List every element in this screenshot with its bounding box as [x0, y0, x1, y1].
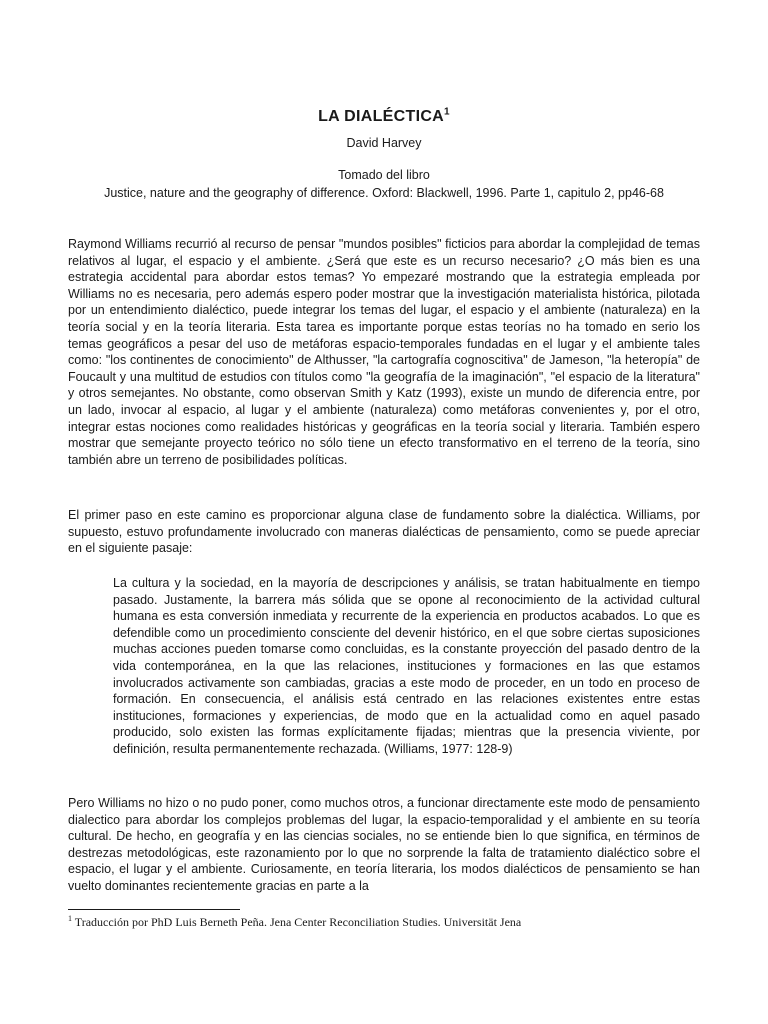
footnote-divider — [68, 909, 240, 910]
document-title — [0, 108, 768, 126]
title-text: LA DIALÉCTICA — [318, 108, 445, 125]
paragraph-3: Pero Williams no hizo o no pudo poner, como muchos otros, a funcionar directamente este modo de pensamiento dialectico para abordar los complejos problemas del lugar, la espacio-temporalidad y el ambiente en su teoría cultural. De hecho, en geografía y en las ciencias sociales, no se entiende bien lo que significa, en términos de destrezas metodológicas, este razonamiento por lo que no sorprende la falta de tratamiento dialéctico sobre el espacio, el lugar y el ambiente. Curiosamente, en teoría literaria, los modos dialécticos de pensamiento se han vuelto dominantes recientemente gracias en parte a la — [68, 796, 700, 893]
source-intro: Tomado del libro — [338, 168, 430, 182]
paragraph-1: Raymond Williams recurrió al recurso de pensar "mundos posibles" ficticios para abordar la complejidad de temas relativos al lugar, el espacio y el ambiente. ¿Será que este es un recurso necesario? ¿O más bien es una estrategia accidental para abordar estos temas? Yo empezaré mostrando que la estrategia empleada por Williams no es necesaria, pero además espero poder mostrar que la investigación materialista histórica, pilotada por un entendimiento dialéctico, puede integrar los temas del lugar, el espacio y el ambiente (naturaleza) en la teoría social y en la teoría literaria. Esta tarea es importante porque estas teorías no ha tomado en serio los temas geográficos a pesar del uso de metáforas espacio-temporales fundadas en el lugar y el ambiente tales como: "los continentes de conocimiento" de Althusser, "la cartografía cognoscitiva" de Jameson, "la heteropía" de Foucault y una multitud de estudios con títulos como "la geografía de la imaginación", "el espacio de la literatura" y otros semejantes. No obstante, como observan Smith y Katz (1993), existe un mundo de diferencia entre, por un lado, invocar al espacio, al lugar y el ambiente (naturaleza) como metáforas convenientes y, por el otro, integrar estas nociones como realidades históricas y geográficas en la teoría social y literaria. También espero mostrar que semejante proyecto teórico no sólo tiene un efecto transformativo en el terreno de la teoría, sino también abre un terreno de posibilidades políticas. — [68, 237, 700, 467]
footnote — [68, 915, 700, 930]
paragraph-2: El primer paso en este camino es proporcionar alguna clase de fundamento sobre la dialéctica. Williams, por supuesto, estuvo profundamente involucrado con maneras dialécticas de pensamiento, como se puede apreciar en el siguiente pasaje: — [68, 508, 700, 556]
source-citation: Justice, nature and the geography of difference. Oxford: Blackwell, 1996. Parte 1, capitulo 2, pp46-68 — [104, 186, 664, 200]
footnote-mark: 1 — [68, 914, 72, 923]
footnote-text: Traducción por PhD Luis Berneth Peña. Jena Center Reconciliation Studies. Universität Jena — [72, 915, 522, 929]
title-footnote-mark[interactable]: 1 — [444, 106, 450, 118]
block-quote: La cultura y la sociedad, en la mayoría de descripciones y análisis, se tratan habitualmente en tiempo pasado. Justamente, la barrera más sólida que se opone al reconocimiento de la actividad cultural humana es esta conversión inmediata y recurrente de la experiencia en productos acabados. Lo que es defendible como un procedimiento consciente del devenir histórico, en el que sobre ciertas suposiciones muchas acciones pueden tomarse como concluidas, es la constante proyección del pasado dentro de la vida contemporánea, en la que las relaciones, instituciones y formaciones en las que estamos involucrados activamente son cambiadas, gracias a este modo de proceder, en un todo en proceso de formación. En consecuencia, el análisis está centrado en las relaciones existentes entre estas instituciones, formaciones y experiencias, de modo que en la actualidad como en aquel pasado producido, solo existen las formas explícitamente fijadas; mientras que la presencia viviente, por definición, resulta permanentemente rechazada. (Williams, 1977: 128-9) — [113, 576, 700, 756]
author-name: David Harvey — [346, 136, 422, 150]
